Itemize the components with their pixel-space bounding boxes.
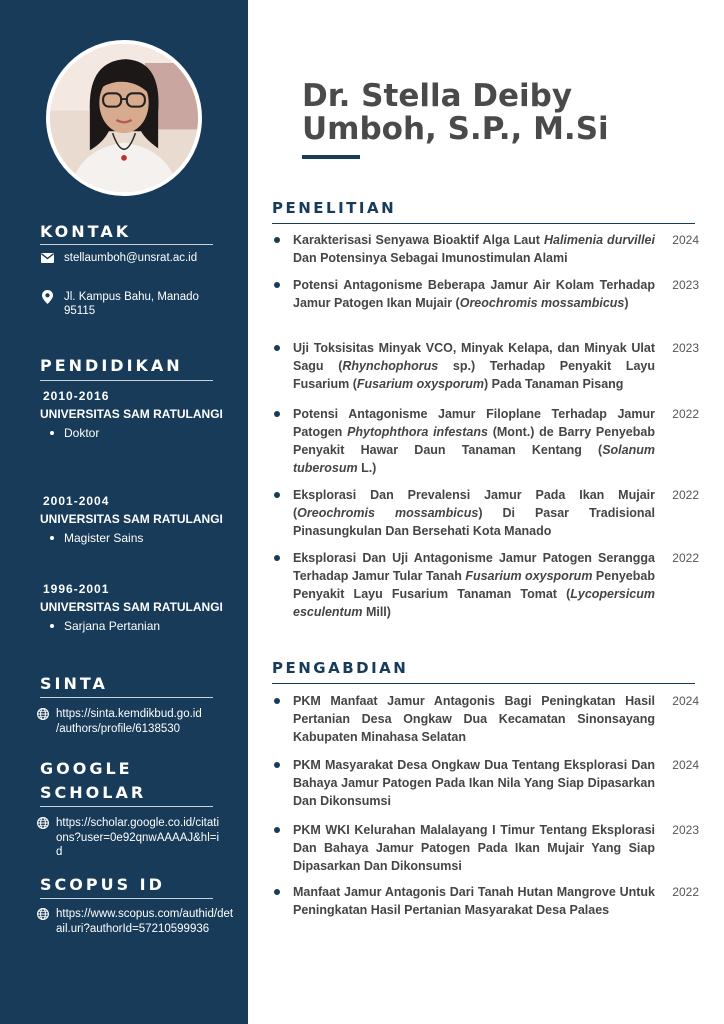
scopus-divider [40,898,213,899]
education-years: 1996-2001 [43,582,110,596]
entry-year: 2022 [672,885,699,899]
entry-item [274,339,700,393]
bullet-dot [274,345,280,351]
entry-title: PKM WKI Kelurahan Malalayang I Timur Tentang Eksplorasi Dan Bahaya Jamur Patogen Pada Ikan Mujair Yang Siap Dipasarkan Dan Dikonsumsi [293,823,655,873]
education-university: UNIVERSITAS SAM RATULANGI [40,600,223,614]
entry-title: PKM Manfaat Jamur Antagonis Bagi Peningkatan Hasil Pertanian Desa Ongkaw Dua Kecamatan Sinonsayang Kabupaten Minahasa Selatan [293,694,655,744]
sinta-link-row [37,707,237,736]
bullet-dot [50,624,54,628]
education-degree: Sarjana Pertanian [64,619,161,633]
education-item [40,492,230,547]
envelope-icon [40,251,54,265]
entry-title: Eksplorasi Dan Prevalensi Jamur Pada Ikan Mujair (Oreochromis mossambicus) Di Pasar Tradisional Pinasungkulan Dan Bersehati Kota Manado [293,488,655,538]
bullet-dot [274,762,280,768]
service-heading: PENGABDIAN [272,659,409,677]
entry-year: 2023 [672,278,699,292]
research-heading: PENELITIAN [272,199,397,217]
entry-title: Potensi Antagonisme Beberapa Jamur Air Kolam Terhadap Jamur Patogen Ikan Mujair (Oreochromis mossambicus) [293,278,655,310]
entry-item [274,821,700,875]
entry-year: 2023 [672,823,699,837]
globe-icon [37,908,49,920]
entry-year: 2023 [672,341,699,355]
entry-title: Uji Toksisitas Minyak VCO, Minyak Kelapa, dan Minyak Ulat Sagu (Rhynchophorus sp.) Terhadap Penyakit Layu Fusarium (Fusarium oxysporum) Pada Tanaman Pisang [293,341,655,391]
education-heading: PENDIDIKAN [40,356,183,375]
bullet-dot [274,411,280,417]
profile-photo [46,40,202,196]
entry-item [274,692,700,746]
bullet-dot [274,827,280,833]
sinta-link[interactable]: https://sinta.kemdikbud.go.id /authors/profile/6138530 [56,708,202,735]
contact-address-row [40,290,230,318]
scholar-heading: GOOGLE SCHOLAR [40,759,147,802]
entry-year: 2022 [672,488,699,502]
bullet-dot [274,237,280,243]
education-divider [40,380,213,381]
bullet-dot [274,698,280,704]
portrait-image [50,44,198,192]
scopus-link[interactable]: https://www.scopus.com/authid/detail.uri?authorId=57210599936 [56,908,234,935]
sidebar [0,0,248,1024]
entry-title: Potensi Antagonisme Jamur Filoplane Terhadap Jamur Patogen Phytophthora infestans (Mont.) de Barry Penyebab Penyakit Hawar Daun Tanaman Kentang (Solanum tuberosum L.) [293,407,655,475]
entry-title: Manfaat Jamur Antagonis Dari Tanah Hutan Mangrove Untuk Peningkatan Hasil Pertanian Masyarakat Desa Palaes [293,885,655,917]
bullet-dot [274,889,280,895]
research-divider [272,223,695,224]
contact-divider [40,244,213,245]
contact-email-row [40,251,230,265]
entry-item [274,883,700,919]
globe-icon [37,708,49,720]
education-university: UNIVERSITAS SAM RATULANGI [40,407,223,421]
bullet-dot [50,431,54,435]
education-degree: Doktor [64,426,100,440]
scopus-heading: SCOPUS ID [40,875,165,894]
education-years: 2001-2004 [43,494,110,508]
education-degree-row [40,424,230,442]
scopus-link-row [37,907,237,936]
bullet-dot [274,492,280,498]
education-degree-row [40,617,230,635]
location-pin-icon [40,290,54,304]
entry-title: PKM Masyarakat Desa Ongkaw Dua Tentang Eksplorasi Dan Bahaya Jamur Patogen Pada Ikan Nila Yang Siap Dipasarkan Dan Dikonsumsi [293,758,655,808]
entry-item [274,549,700,621]
entry-item [274,231,700,267]
education-years: 2010-2016 [43,389,110,403]
bullet-dot [274,555,280,561]
person-name [302,80,682,146]
entry-year: 2022 [672,551,699,565]
entry-year: 2022 [672,407,699,421]
service-divider [272,683,695,684]
contact-address: Jl. Kampus Bahu, Manado 95115 [64,291,199,317]
entry-year: 2024 [672,233,699,247]
scholar-divider [40,806,213,807]
scholar-link-row [37,816,237,860]
name-underline [302,155,360,159]
bullet-dot [274,282,280,288]
contact-heading: KONTAK [40,222,132,241]
bullet-dot [50,536,54,540]
entry-title: Karakterisasi Senyawa Bioaktif Alga Laut Halimenia durvillei Dan Potensinya Sebagai Imunostimulan Alami [293,233,655,265]
entry-item [274,756,700,810]
education-degree: Magister Sains [64,531,144,545]
sinta-heading: SINTA [40,674,108,693]
education-item [40,580,230,635]
education-degree-row [40,529,230,547]
contact-email[interactable]: stellaumboh@unsrat.ac.id [64,252,198,264]
entry-year: 2024 [672,694,699,708]
person-name-line: Dr. Stella Deiby [302,78,573,114]
education-item [40,387,230,442]
entry-item [274,276,700,312]
education-university: UNIVERSITAS SAM RATULANGI [40,512,223,526]
sinta-divider [40,697,213,698]
globe-icon [37,817,49,829]
entry-item [274,486,700,540]
person-name-line: Umboh, S.P., M.Si [302,111,609,147]
entry-year: 2024 [672,758,699,772]
entry-title: Eksplorasi Dan Uji Antagonisme Jamur Patogen Serangga Terhadap Jamur Tular Tanah Fusarium oxysporum Penyebab Penyakit Layu Fusarium Tanaman Tomat (Lycopersicum esculentum Mill) [293,551,655,619]
entry-item [274,405,700,477]
scholar-link[interactable]: https://scholar.google.co.id/citations?user=0e92qnwAAAAJ&hl=id [56,817,220,858]
